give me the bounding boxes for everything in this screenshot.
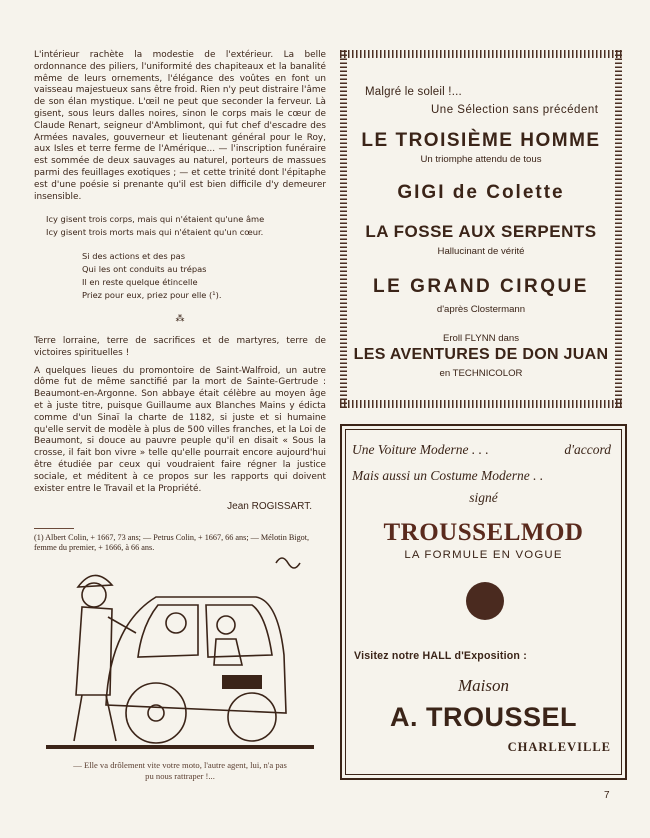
verse-line: Qui les ont conduits au trépas	[82, 263, 207, 274]
film-subtitle: Hallucinant de vérité	[437, 246, 525, 257]
brand-tagline: LA FORMULE EN VOGUE	[404, 549, 563, 561]
film-subtitle: en TECHNICOLOR	[439, 368, 523, 379]
article-paragraph: Terre lorraine, terre de sacrifices et de martyres, terre de victoires spirituelles !	[34, 336, 326, 358]
ad-line: Une Voiture Moderne . . .	[352, 442, 489, 457]
border-bottom	[340, 400, 622, 408]
store-city: CHARLEVILLE	[507, 740, 611, 754]
epitaph-verse	[46, 213, 326, 237]
film-title: LE GRAND CIRQUE	[373, 276, 589, 297]
cinema-ad-content	[347, 58, 615, 400]
film-title: LA FOSSE AUX SERPENTS	[365, 222, 597, 241]
author-signature: Jean ROGISSART.	[227, 501, 312, 513]
page-number: 7	[604, 790, 610, 801]
tailor-ad-box	[340, 424, 627, 780]
film-title: LES AVENTURES DE DON JUAN	[353, 346, 609, 363]
border-top	[340, 50, 622, 58]
film-subtitle: Un triomphe attendu de tous	[420, 154, 542, 165]
ad-line: Mais aussi un Costume Moderne . .	[352, 468, 544, 483]
ad-maison: Maison	[458, 676, 509, 695]
ad-signe: signé	[469, 490, 498, 505]
ornament: ⁂	[175, 312, 185, 323]
cartoon-illustration	[46, 545, 314, 755]
film-title: LE TROISIÈME HOMME	[361, 130, 601, 151]
store-name: A. TROUSSEL	[389, 702, 577, 732]
footnote-rule	[34, 528, 74, 529]
ad-line: Visitez notre HALL d'Exposition :	[354, 650, 527, 662]
film-subtitle: d'après Clostermann	[436, 304, 526, 315]
ad-line: Malgré le soleil !...	[365, 86, 462, 98]
verse-line: Il en reste quelque étincelle	[82, 276, 198, 287]
article-column	[34, 50, 326, 554]
verse-line: Icy gisent trois morts mais qui n'étaient qu'un cœur.	[46, 226, 264, 237]
cinema-ad-box	[340, 50, 622, 408]
decorative-dot	[466, 582, 504, 620]
footnote: (1) Albert Colin, + 1667, 73 ans; — Petrus Colin, + 1667, 66 ans; — Mélotin Bigot, femme du premier, + 1666, à 66 ans.	[34, 532, 310, 553]
ad-line: Une Sélection sans précédent	[431, 104, 599, 116]
brand-name: TROUSSELMOD	[383, 519, 584, 546]
border-left	[340, 50, 347, 408]
article-paragraph: L'intérieur rachète la modestie de l'extérieur. La belle ordonnance des piliers, l'uniformité des chapiteaux et la banalité même de leurs ornements, l'élégance des voûtes en font un vaisseau majestueux sans être froid. Rien n'y peut distraire l'âme de son élan mystique. L'œil ne peut que seconder la ferveur. Là gisent, sous leurs dalles noires, sinon le corps mais le cœur de Claude Renart, seigneur d'Amblimont, qui fut chef d'escadre des Armées navales, gouverneur et lieutenant général pour le Roy, aux Isles et terre ferme de l'Amérique... — l'inscription funéraire est sommée de deux sauvages au naturel, porteurs de massues parmi des feuillages exotiques ; — et cette trinité dont l'épitaphe est d'une poésie si prenante qu'il est bien difficile d'y demeurer insensible.	[34, 50, 326, 202]
border-right	[615, 50, 622, 408]
ad-line: d'accord	[564, 442, 611, 457]
article-paragraph: A quelques lieues du promontoire de Saint-Walfroid, un autre dôme fut de même sanctifié par la mort de Sainte-Gertrude : Beaumont-en-Argonne. Son abbaye était célèbre au moyen âge et à juste titre, puisque Guillaume aux Blanches Mains y édicta comme d'un Sinaï la charte de 1182, si juste et si humaine qu'elle servit de modèle à plus de 500 villes franches, et la Loi de Beaumont, si douce au pauvre peuple qu'il en disait « Sous la crosse, il fait bon vivre » telle qu'elle pourrait encore aujourd'hui être étudiée par ceux qui voudraient faire régner la justice sociale, et méditent à ce propos sur les rapports qui doivent exister entre le Travail et la Propriété.	[34, 365, 326, 494]
verse-line: Priez pour eux, priez pour elle (¹).	[82, 289, 222, 300]
verse-line: Si des actions et des pas	[82, 250, 186, 261]
cartoon-caption: — Elle va drôlement vite votre moto, l'autre agent, lui, n'a pas pu nous rattraper !...	[73, 760, 287, 781]
prayer-verse	[82, 250, 326, 302]
verse-line: Icy gisent trois corps, mais qui n'étaient qu'une âme	[46, 214, 265, 225]
film-pre: Eroll FLYNN dans	[442, 333, 520, 344]
film-title: GIGI de Colette	[397, 182, 565, 203]
